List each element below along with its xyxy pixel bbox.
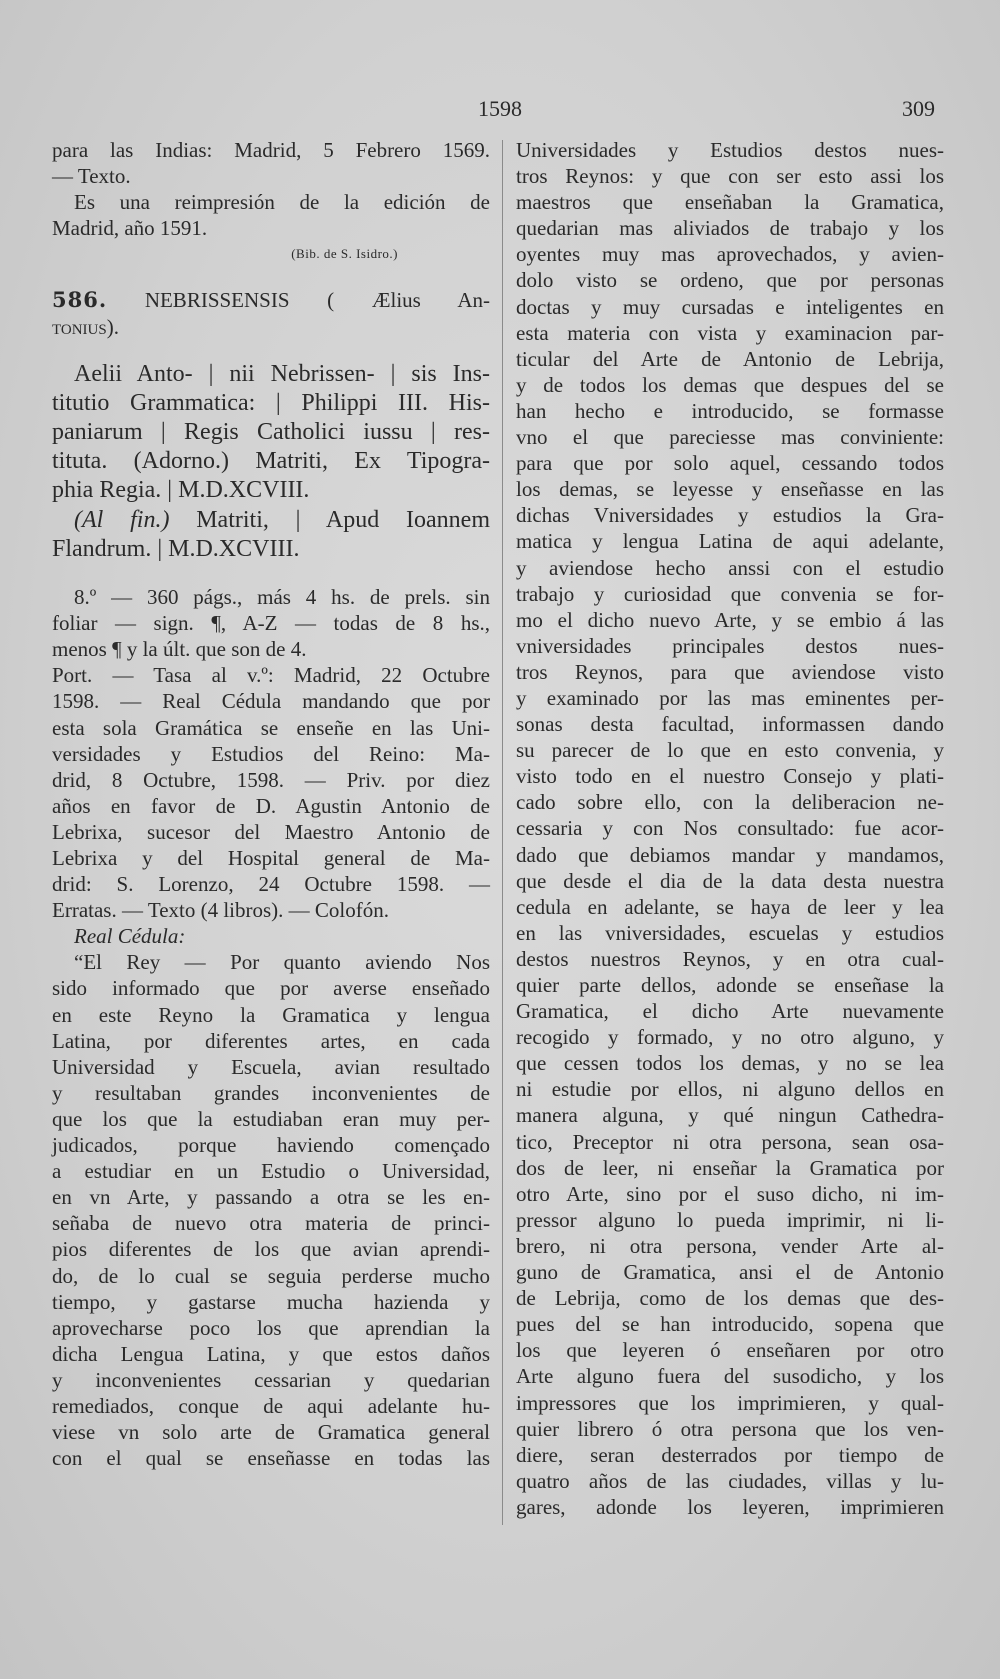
text-line: cessaria y con Nos consultado: fue acor- — [516, 816, 944, 841]
colophon-text: Matriti, | Apud Ioannem — [169, 506, 490, 533]
text-line: Port. — Tasa al v.º: Madrid, 22 Octubre — [52, 663, 490, 688]
text-line: Latina, por diferentes artes, en cada — [52, 1028, 490, 1053]
text-line: en vn Arte, y passando a otra se les en- — [52, 1185, 490, 1210]
text-line: cado sobre ello, con la deliberacion ne- — [516, 790, 944, 815]
text-line: gares, adonde los leyeren, imprimieren — [516, 1494, 944, 1519]
running-head-year: 1598 — [478, 96, 522, 121]
text-line: tros Reynos: y que con ser esto assi los — [516, 164, 944, 189]
text-line: oyentes muy mas aprovechados, y avien- — [516, 242, 944, 267]
text-line: Madrid, año 1591. — [52, 216, 208, 241]
text-line: Es una reimpresión de la edición de — [74, 190, 490, 215]
text-line: cedula en adelante, se haya de leer y lea — [516, 894, 944, 919]
text-line: quedarian mas aliviados de trabajo y los — [516, 216, 944, 241]
text-line: “El Rey — Por quanto aviendo Nos — [74, 950, 490, 975]
text-line: otro Arte, sino por el suso dicho, ni im- — [516, 1181, 944, 1206]
text-line: Arte alguno fuera del susodicho, y los — [516, 1364, 944, 1389]
text-line: recogido y formado, y no otro alguno, y — [516, 1025, 944, 1050]
right-column — [516, 137, 944, 1520]
text-line: drid, 8 Octubre, 1598. — Priv. por diez — [52, 767, 490, 792]
text-line: visto todo en el nuestro Consejo y plati- — [516, 764, 944, 789]
text-line: Lebrixa y del Hospital general de Ma- — [52, 846, 490, 871]
title-line: tituta. (Adorno.) Matriti, Ex Tipogra- — [52, 448, 490, 475]
text-line: y de todos los demas que despues del se — [516, 372, 944, 397]
text-line: do, de lo cual se seguia perderse mucho — [52, 1263, 490, 1288]
text-line: matica y lengua Latina de aqui adelante, — [516, 529, 944, 554]
text-line: versidades y Estudios del Reino: Ma- — [52, 741, 490, 766]
text-line: los demas, se leyesse y enseñasse en las — [516, 477, 944, 502]
colophon-line — [52, 506, 490, 535]
text-line: quatro años de las ciudades, villas y lu- — [516, 1468, 944, 1493]
colophon-line: Flandrum. | M.D.XCVIII. — [52, 535, 300, 562]
text-line: remediados, conque de aqui adelante hu- — [52, 1393, 490, 1418]
title-line: Aelii Anto- | nii Nebrissen- | sis Ins- — [74, 360, 490, 387]
title-line: phia Regia. | M.D.XCVIII. — [52, 477, 310, 504]
text-line: tros Reynos, para que aviendose visto — [516, 659, 944, 684]
text-line: dichas Vniversidades y estudios la Gra- — [516, 503, 944, 528]
text-line: Universidad y Escuela, avian resultado — [52, 1054, 490, 1079]
text-line: Erratas. — Texto (4 libros). — Colofón. — [52, 898, 390, 923]
text-line: que los que la estudiaban eran muy per- — [52, 1106, 490, 1131]
text-line: los que leyeren ó enseñaren por otro — [516, 1338, 944, 1363]
text-line: su parecer de lo que en esto convenia, y — [516, 738, 944, 763]
text-line: pios diferentes de los que avian aprendi- — [52, 1237, 490, 1262]
text-line: Gramatica, el dicho Arte nuevamente — [516, 999, 944, 1024]
text-line: ticular del Arte de Antonio de Lebrija, — [516, 346, 944, 371]
title-transcription — [52, 360, 490, 564]
text-line: y resultaban grandes inconvenientes de — [52, 1080, 490, 1105]
text-line: — Texto. — [52, 164, 131, 189]
text-line: dicha Lengua Latina, y que estos daños — [52, 1341, 490, 1366]
entry-heading-text: NEBRISSENSIS ( Ælius An- — [144, 288, 490, 313]
text-line: aprovecharse poco los que aprendian la — [52, 1315, 490, 1340]
title-line: titutio Grammatica: | Philippi III. His- — [52, 389, 490, 416]
text-line: maestros que enseñaban la Gramatica, — [516, 190, 944, 215]
text-line: vno el que pareciesse mas conviniente: — [516, 425, 944, 450]
text-line: de Lebrija, como de los demas que des- — [516, 1286, 944, 1311]
left-column — [52, 137, 490, 1471]
text-line: para que por solo aquel, cessando todos — [516, 451, 944, 476]
text-line: quier parte dellos, adonde se enseñase la — [516, 973, 944, 997]
text-line: que cessen todos los demas, y no se lea — [516, 1051, 944, 1076]
entry-heading-cont: tonius). — [52, 314, 119, 339]
text-line: dolo visto se ordeno, que por personas — [516, 268, 944, 293]
text-line: esta materia con vista y examinacion par- — [516, 320, 944, 345]
text-line: a estudiar en un Estudio o Universidad, — [52, 1159, 490, 1184]
text-line: en este Reyno la Gramatica y lengua — [52, 1002, 490, 1027]
text-line: vniversidades principales destos nues- — [516, 633, 944, 658]
text-line: que desde el dia de la data desta nuestra — [516, 868, 944, 893]
text-line: doctas y muy cursadas e inteligentes en — [516, 294, 944, 319]
text-line: y inconvenientes cessarian y quedarian — [52, 1367, 490, 1392]
text-line: esta sola Gramática se enseñe en las Uni- — [52, 715, 490, 740]
text-line: manera alguna, y qué ningun Cathedra- — [516, 1103, 944, 1128]
text-line: foliar — sign. ¶, A-Z — todas de 8 hs., — [52, 611, 490, 636]
text-line: pues del se han introducido, sopena que — [516, 1312, 944, 1337]
text-line: brero, ni otra persona, vender Arte al- — [516, 1233, 944, 1258]
text-line: Universidades y Estudios destos nues- — [516, 138, 944, 162]
text-line: diere, seran desterrados por tiempo de — [516, 1442, 944, 1467]
physical-description — [52, 584, 490, 923]
text-line: dos de leer, ni enseñar la Gramatica por — [516, 1155, 944, 1180]
text-line: guno de Gramatica, ansi el de Antonio — [516, 1260, 944, 1285]
text-line: quier librero ó otra persona que los ven- — [516, 1416, 944, 1441]
text-line: menos ¶ y la últ. que son de 4. — [52, 637, 307, 662]
text-line: en las vniversidades, escuelas y estudios — [516, 920, 944, 945]
text-line: y aviendose hecho anssi con el estudio — [516, 555, 944, 580]
text-line: judicados, porque haviendo començado — [52, 1133, 490, 1158]
text-line: viese vn solo arte de Gramatica general — [52, 1420, 490, 1445]
text-line: destos nuestros Reynos, y en otra cual- — [516, 946, 944, 971]
page-number: 309 — [902, 96, 935, 121]
text-line: 1598. — Real Cédula mandando que por — [52, 689, 490, 714]
text-line: dado que debiamos mandar y mandamos, — [516, 842, 944, 867]
text-line: señaba de nuevo otra materia de princi- — [52, 1211, 490, 1236]
text-line: pressor alguno lo pueda imprimir, ni li- — [516, 1207, 944, 1232]
text-line: han hecho e introducido, se formasse — [516, 398, 944, 423]
title-line: paniarum | Regis Catholici iussu | res- — [52, 419, 490, 446]
column-divider — [502, 140, 503, 1525]
text-line: ni estudie por ellos, ni alguno dellos en — [516, 1077, 944, 1102]
text-line: para las Indias: Madrid, 5 Febrero 1569. — [52, 138, 490, 162]
colophon-label: (Al fin.) — [74, 506, 170, 533]
cedula-label: Real Cédula: — [74, 924, 186, 949]
entry-number: 586. — [52, 287, 108, 313]
text-line: Lebrixa, sucesor del Maestro Antonio de — [52, 819, 490, 844]
text-line: sido informado que por averse enseñado — [52, 976, 490, 1001]
text-line: tico, Preceptor ni otra persona, sean osa- — [516, 1129, 944, 1154]
cedula-quote — [52, 949, 490, 1471]
text-line: sonas desta facultad, informassen dando — [516, 712, 944, 737]
library-location: (Bib. de S. Isidro.) — [291, 246, 398, 262]
text-line: 8.º — 360 págs., más 4 hs. de prels. sin — [74, 585, 490, 610]
text-line: años en favor de D. Agustin Antonio de — [52, 793, 490, 818]
entry-heading — [52, 287, 490, 313]
text-line: tiempo, y gastarse mucha hazienda y — [52, 1289, 490, 1314]
text-line: drid: S. Lorenzo, 24 Octubre 1598. — — [52, 872, 490, 897]
running-head — [0, 96, 1000, 126]
text-line: y examinado por las mas eminentes per- — [516, 685, 944, 710]
text-line: impressores que los imprimieren, y qual- — [516, 1390, 944, 1415]
text-line: mo el dicho nuevo Arte, y se embio á las — [516, 607, 944, 632]
text-line: con el qual se enseñasse en todas las — [52, 1446, 490, 1471]
text-line: trabajo y curiosidad que convenia se for- — [516, 581, 944, 606]
